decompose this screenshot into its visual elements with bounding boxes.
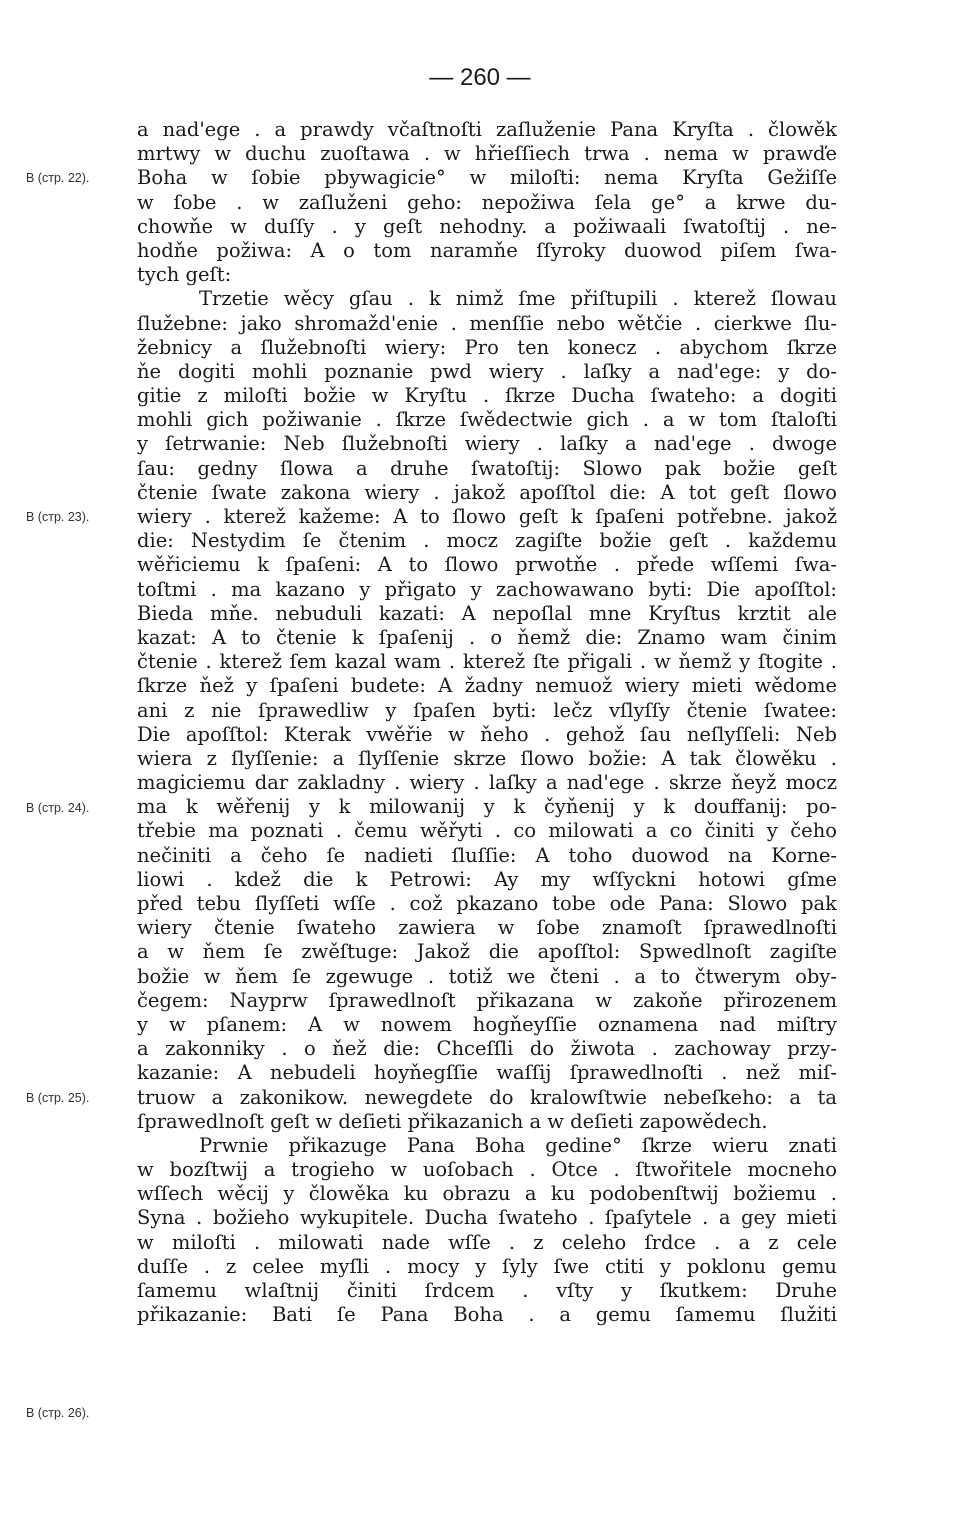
text-line: magiciemu dar zakladny . wiery . laſky a nad'ege . skrze ňeyž mocz (137, 771, 837, 795)
text-line: wiera z ſlyſſenie: a ſlyſſenie skrze ſlowo božie: A tak člowěku . (137, 746, 837, 770)
text-line: wěřiciemu k ſpaſeni: A to ſlowo prwotňe . přede wſſemi ſwa- (137, 553, 837, 577)
text-line: mrtwy w duchu zuoſtawa . w hřieſſiech trwa . nema w prawďe (137, 142, 837, 166)
margin-note: B (стр. 22). (26, 171, 90, 186)
text-line: ſprawedlnoſt geſt w deſieti přikazanich a w deſieti zapowědech. (137, 1109, 768, 1133)
text-line: ſau: gedny ſlowa a druhe ſwatoſtij: Slowo pak božie geſt (137, 456, 837, 480)
text-line: wſſech wěcij y člowěka ku obrazu a ku podobenſtwij božiemu . (137, 1182, 837, 1206)
text-line: toſtmi . ma kazano y přigato y zachowawano byti: Die apoſſtol: (137, 577, 837, 601)
text-line: ſkrze ňež y ſpaſeni budete: A žadny nemuož wiery mieti wědome (137, 674, 837, 698)
text-line: liowi . kdež die k Petrowi: Ay my wſſyckni hotowi gſme (137, 867, 837, 891)
text-line: Bieda mňe. nebuduli kazati: A nepoſlal mne Kryſtus krztit ale (137, 601, 837, 625)
text-line: wiery . kterež kažeme: A to ſlowo geſt k ſpaſeni potřebne. jakož (137, 505, 837, 528)
margin-note: B (стр. 26). (26, 1405, 90, 1420)
text-line: y ſetrwanie: Neb ſlužebnoſti wiery . laſky a nad'ege . dwoge (137, 432, 837, 456)
text-line: mohli gich požiwanie . ſkrze ſwědectwie gich . a w tom ſtaloſti (137, 408, 837, 432)
margin-note: B (стр. 24). (26, 800, 90, 815)
text-line: ňe dogiti mohli poznanie pwd wiery . laſky a nad'ege: y do- (137, 359, 837, 383)
text-line: w bozſtwij a trogieho w uoſobach . Otce . ſtwořitele mocneho (137, 1158, 837, 1182)
text-line: kazat: A to čtenie k ſpaſenij . o ňemž die: Znamo wam činim (137, 625, 837, 649)
text-line: třebie ma poznati . čemu wěřyti . co milowati a co činiti y čeho (137, 819, 837, 843)
text-line: Boha w ſobie pbywagicie° w miloſti: nema Kryſta Gežiſſe (137, 166, 837, 190)
text-line: přikazanie: Bati ſe Pana Boha . a gemu ſamemu ſlužiti (137, 1303, 837, 1327)
text-line: ſamemu wlaſtnij činiti ſrdcem . vſty y ſkutkem: Druhe (137, 1279, 837, 1302)
text-line: čtenie ſwate zakona wiery . jakož apoſſtol die: A tot geſt ſlowo (137, 480, 837, 504)
text-line: Trzetie wěcy gſau . k nimž ſme přiſtupili . kterež ſlowau (199, 287, 837, 311)
text-line: ſlužebne: jako shromažd'enie . menſſie nebo wětčie . cierkwe ſlu- (137, 311, 837, 335)
page-number: — 260 — (429, 64, 531, 91)
text-line: Die apoſſtol: Kterak vwěřie w ňeho . gehož ſau neſlyſſeli: Neb (137, 722, 837, 746)
body-text (137, 118, 837, 1327)
text-line: wiery čtenie ſwateho zawiera w ſobe znamoſt ſprawedlnoſti (137, 916, 837, 940)
text-line: a nad'ege . a prawdy včaſtnoſti zaſluženie Pana Kryſta . člowěk (137, 118, 837, 141)
text-line: y w pſanem: A w nowem hogňeyſſie oznamena nad miſtry (137, 1012, 837, 1036)
margin-note: B (стр. 25). (26, 1091, 90, 1105)
text-line: ma k wěřenij y k milowanij y k čyňenij y k douffanij: po- (137, 795, 837, 819)
text-line: Prwnie přikazuge Pana Boha gedine° ſkrze wieru znati (199, 1133, 837, 1157)
margin-note: B (стр. 23). (26, 510, 90, 525)
text-line: w miloſti . milowati nade wſſe . z celeho ſrdce . a z cele (137, 1230, 837, 1254)
text-line: chowňe w duſſy . y geſt nehodny. a požiwaali ſwatoſtij . ne- (137, 214, 837, 238)
text-line: tych geſt: (137, 263, 232, 287)
text-line: truow a zakonikow. newegdete do kralowſtwie nebeſkeho: a ta (137, 1085, 837, 1109)
text-line: ani z nie ſprawedliw y ſpaſen byti: lečz vſlyſſy čtenie ſwatee: (137, 698, 837, 722)
text-line: božie w ňem ſe zgewuge . totiž we čteni . a to čtwerym oby- (137, 964, 837, 988)
text-line: w ſobe . w zaſluženi geho: nepožiwa ſela ge° a krwe du- (137, 190, 837, 214)
text-line: die: Nestydim ſe čtenim . mocz zagiſte božie geſt . každemu (137, 529, 837, 553)
text-line: kazanie: A nebudeli hoyňegſſie waſſij ſprawedlnoſti . než miſ- (137, 1061, 837, 1085)
text-line: před tebu ſlyſſeti wſſe . což pkazano tobe ode Pana: Slowo pak (137, 892, 837, 915)
text-line: a zakonniky . o ňež die: Chceſſli do žiwota . zachoway przy- (137, 1037, 837, 1061)
text-line: hodňe požiwa: A o tom naramňe ſſyroky duowod piſem ſwa- (137, 238, 837, 262)
text-line: gitie z miloſti božie w Kryſtu . ſkrze Ducha ſwateho: a dogiti (137, 384, 837, 408)
text-line: Syna . božieho wykupitele. Ducha ſwateho . ſpaſytele . a gey mieti (137, 1206, 837, 1230)
text-line: čtenie . kterež ſem kazal wam . kterež ſte přigali . w ňemž y ſtogite . (137, 650, 837, 674)
text-line: žebnicy a ſlužebnoſti wiery: Pro ten konecz . abychom ſkrze (137, 335, 837, 359)
text-line: duſſe . z celee myſli . mocy y ſyly ſwe ctiti y poklonu gemu (137, 1254, 837, 1278)
text-line: a w ňem ſe zwěſtuge: Jakož die apoſſtol: Spwedlnoſt zagiſte (137, 940, 837, 964)
text-line: čegem: Nayprw ſprawedlnoſt přikazana w zakoňe přirozenem (137, 988, 837, 1012)
text-line: nečiniti a čeho ſe nadieti ſluſſie: A toho duowod na Korne- (137, 843, 837, 867)
